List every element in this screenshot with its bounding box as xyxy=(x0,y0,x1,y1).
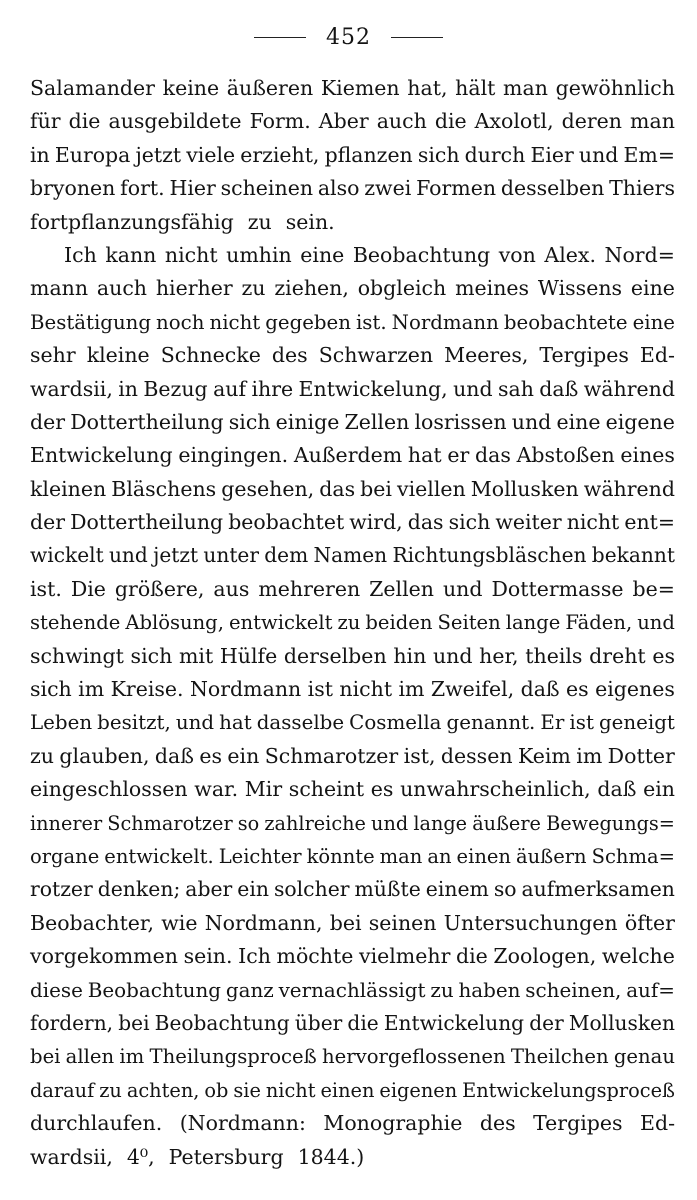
header-rule-right xyxy=(391,37,443,38)
text-line: fortpflanzungsfähig zu sein. xyxy=(30,209,335,234)
text-line: bryonen fort. Hier scheinen also zwei Formen desselben Thiers xyxy=(30,176,675,201)
text-line: wickelt und jetzt unter dem Namen Richtungsbläschen bekannt xyxy=(30,543,675,568)
text-line: rotzer denken; aber ein solcher müßte einem so aufmerksamen xyxy=(30,877,675,902)
text-line: Beobachter, wie Nordmann, bei seinen Untersuchungen öfter xyxy=(30,910,675,935)
page-header xyxy=(0,22,697,52)
text-line: stehende Ablösung, entwickelt zu beiden Seiten lange Fäden, und xyxy=(30,611,675,635)
text-line: durchlaufen. (Nordmann: Monographie des Tergipes Ed- xyxy=(30,1111,675,1136)
text-line: Salamander keine äußeren Kiemen hat, hält man gewöhnlich xyxy=(30,76,675,100)
text-line: darauf zu achten, ob sie nicht einen eigenen Entwickelungsproceß xyxy=(30,1078,675,1102)
page-number: 452 xyxy=(326,24,371,50)
text-line: für die ausgebildete Form. Aber auch die Axolotl, deren man xyxy=(30,109,675,134)
text-line: sehr kleine Schnecke des Schwarzen Meeres, Tergipes Ed- xyxy=(30,343,675,368)
text-line: wardsii, 4⁰, Petersburg 1844.) xyxy=(30,1144,365,1169)
text-line: ist. Die größere, aus mehreren Zellen und Dottermasse be= xyxy=(30,576,675,601)
text-line: bei allen im Theilungsproceß hervorgeflossenen Theilchen genau xyxy=(30,1045,675,1069)
text-line: Bestätigung noch nicht gegeben ist. Nordmann beobachtete eine xyxy=(30,310,675,334)
text-line: Entwickelung eingingen. Außerdem hat er das Abstoßen eines xyxy=(30,443,675,468)
text-line: fordern, bei Beobachtung über die Entwickelung der Mollusken xyxy=(30,1010,675,1035)
text-line: mann auch hierher zu ziehen, obgleich meines Wissens eine xyxy=(30,276,675,301)
text-line: in Europa jetzt viele erzieht, pflanzen sich durch Eier und Em= xyxy=(30,142,675,167)
text-line: wardsii, in Bezug auf ihre Entwickelung, und sah daß während xyxy=(30,376,675,401)
text-line: Ich kann nicht umhin eine Beobachtung von Alex. Nord= xyxy=(64,242,675,267)
text-line: kleinen Bläschens gesehen, das bei viellen Mollusken während xyxy=(30,476,675,501)
text-line: diese Beobachtung ganz vernachlässigt zu haben scheinen, auf= xyxy=(30,978,675,1002)
text-line: eingeschlossen war. Mir scheint es unwahrscheinlich, daß ein xyxy=(30,777,675,802)
text-line: vorgekommen sein. Ich möchte vielmehr die Zoologen, welche xyxy=(30,944,675,969)
text-line: innerer Schmarotzer so zahlreiche und lange äußere Bewegungs= xyxy=(30,811,675,835)
text-line: schwingt sich mit Hülfe derselben hin und her, theils dreht es xyxy=(30,643,675,668)
text-line: der Dottertheilung sich einige Zellen losrissen und eine eigene xyxy=(30,409,675,434)
header-rule-left xyxy=(254,37,306,38)
body-text xyxy=(30,72,675,1174)
text-line: zu glauben, daß es ein Schmarotzer ist, dessen Keim im Dotter xyxy=(30,743,675,768)
text-line: sich im Kreise. Nordmann ist nicht im Zweifel, daß es eigenes xyxy=(30,677,675,702)
text-line: Leben besitzt, und hat dasselbe Cosmella genannt. Er ist geneigt xyxy=(30,711,675,735)
text-line: organe entwickelt. Leichter könnte man an einen äußern Schma= xyxy=(30,844,675,868)
text-line: der Dottertheilung beobachtet wird, das sich weiter nicht ent= xyxy=(30,510,675,535)
